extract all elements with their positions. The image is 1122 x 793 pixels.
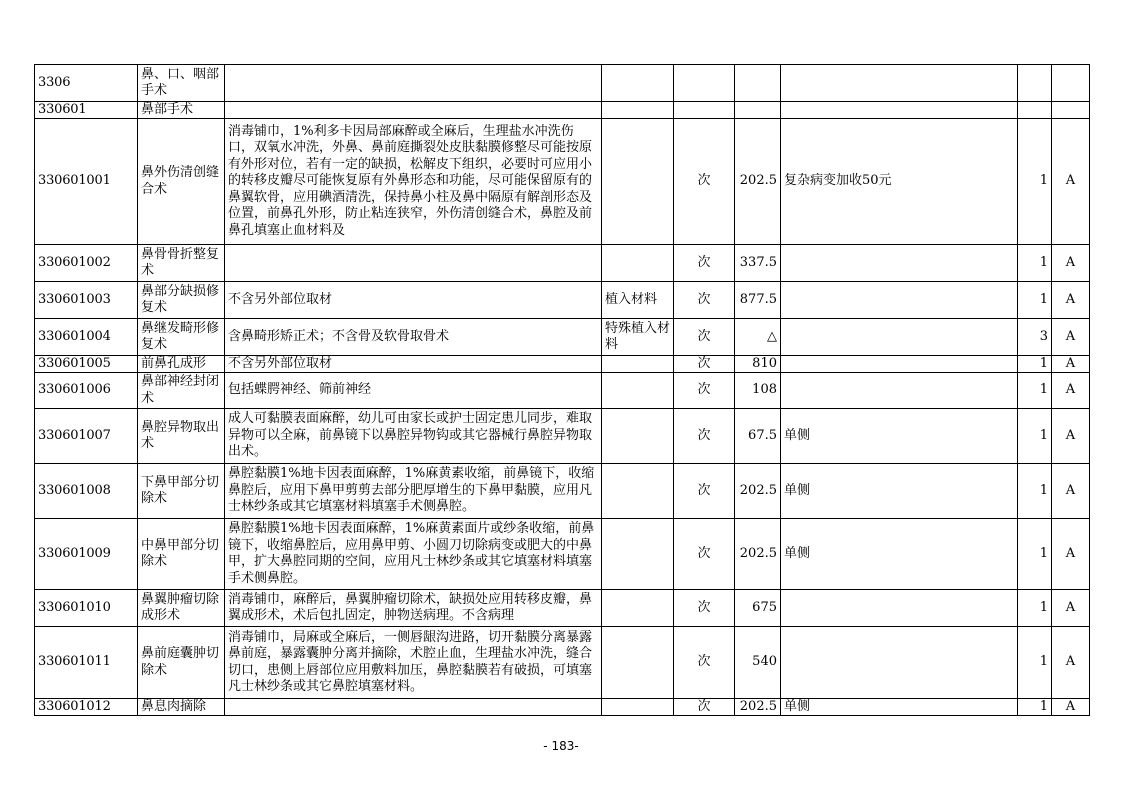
price-cell-text: 202.5 xyxy=(739,699,777,714)
item-content-cell xyxy=(225,409,602,464)
item-name-cell xyxy=(138,102,225,119)
class-cell-text: A xyxy=(1065,599,1076,615)
unit-cell xyxy=(674,65,735,102)
unit-cell xyxy=(674,119,735,245)
item-name-cell-text: 鼻翼肿瘤切除成形术 xyxy=(141,591,220,623)
class-cell-text: A xyxy=(1065,173,1076,189)
class-cell-text: A xyxy=(1065,254,1076,270)
item-name-cell xyxy=(138,282,225,319)
item-code-cell-text: 330601004 xyxy=(38,328,111,344)
notes-cell xyxy=(781,464,1018,519)
table-row xyxy=(35,65,1090,102)
table-row xyxy=(35,373,1090,409)
item-code-cell xyxy=(35,245,138,282)
item-content-cell-text: 含鼻畸形矫正术；不含骨及软骨取骨术 xyxy=(228,328,450,344)
unit-cell-text: 次 xyxy=(697,427,711,443)
item-code-cell-text: 330601005 xyxy=(38,356,111,371)
item-code-cell-text: 330601012 xyxy=(38,699,111,714)
notes-cell xyxy=(781,519,1018,590)
item-content-cell-text: 消毒铺巾，局麻或全麻后，一侧唇龈沟进路，切开黏膜分离暴露鼻前庭，暴露囊肿分离并摘除，术腔止血，生理盐水冲洗，缝合切口，患侧上唇部位应用敷料加压，鼻腔黏膜若有破损，可填塞凡士林纱条或其它鼻腔填塞材料。 xyxy=(228,629,593,694)
item-name-cell xyxy=(138,319,225,356)
excluded-content-cell xyxy=(602,319,674,356)
notes-cell-text: 单侧 xyxy=(784,699,811,714)
item-content-cell-text: 不含另外部位取材 xyxy=(228,291,333,307)
price-cell-text: 675 xyxy=(752,599,777,615)
class-cell xyxy=(1052,590,1090,627)
grade-cell-text: 1 xyxy=(1039,545,1048,561)
price-cell xyxy=(735,282,781,319)
item-content-cell xyxy=(225,590,602,627)
notes-cell-text: 复杂病变加收50元 xyxy=(784,173,892,189)
table-row xyxy=(35,464,1090,519)
item-name-cell xyxy=(138,119,225,245)
item-code-cell-text: 330601011 xyxy=(38,654,111,670)
item-content-cell xyxy=(225,373,602,409)
grade-cell xyxy=(1018,373,1052,409)
item-content-cell xyxy=(225,356,602,373)
grade-cell xyxy=(1018,590,1052,627)
excluded-content-cell xyxy=(602,119,674,245)
item-code-cell-text: 330601008 xyxy=(38,482,111,498)
item-name-cell xyxy=(138,373,225,409)
price-cell-text: 540 xyxy=(752,654,777,670)
grade-cell-text: 1 xyxy=(1039,699,1048,714)
unit-cell xyxy=(674,464,735,519)
excluded-content-cell xyxy=(602,699,674,716)
excluded-content-cell xyxy=(602,627,674,699)
notes-cell xyxy=(781,590,1018,627)
item-code-cell xyxy=(35,519,138,590)
excluded-content-cell xyxy=(602,356,674,373)
item-code-cell-text: 330601 xyxy=(38,102,87,117)
class-cell xyxy=(1052,373,1090,409)
class-cell-text: A xyxy=(1065,482,1076,498)
price-cell xyxy=(735,319,781,356)
class-cell-text: A xyxy=(1065,545,1076,561)
grade-cell xyxy=(1018,319,1052,356)
unit-cell-text: 次 xyxy=(697,699,711,714)
item-name-cell xyxy=(138,590,225,627)
item-name-cell-text: 鼻腔异物取出术 xyxy=(141,419,220,451)
notes-cell xyxy=(781,119,1018,245)
table-row xyxy=(35,627,1090,699)
notes-cell xyxy=(781,319,1018,356)
table-row xyxy=(35,590,1090,627)
item-name-cell-text: 下鼻甲部分切除术 xyxy=(141,474,220,506)
item-code-cell xyxy=(35,409,138,464)
grade-cell-text: 1 xyxy=(1039,654,1048,670)
unit-cell-text: 次 xyxy=(697,356,711,371)
item-name-cell-text: 鼻、口、咽部手术 xyxy=(141,66,220,98)
unit-cell xyxy=(674,102,735,119)
grade-cell-text: 3 xyxy=(1039,328,1048,344)
excluded-content-cell xyxy=(602,245,674,282)
price-cell xyxy=(735,356,781,373)
table-row xyxy=(35,519,1090,590)
price-cell-text: 202.5 xyxy=(739,173,777,189)
price-cell xyxy=(735,245,781,282)
grade-cell xyxy=(1018,102,1052,119)
item-name-cell-text: 前鼻孔成形 xyxy=(141,356,207,371)
notes-cell xyxy=(781,409,1018,464)
price-cell-text: 337.5 xyxy=(739,254,777,270)
price-cell-text: △ xyxy=(767,328,777,344)
excluded-content-cell xyxy=(602,519,674,590)
price-cell xyxy=(735,102,781,119)
notes-cell xyxy=(781,282,1018,319)
item-name-cell-text: 中鼻甲部分切除术 xyxy=(141,537,220,569)
excluded-content-cell xyxy=(602,65,674,102)
notes-cell xyxy=(781,356,1018,373)
table-row xyxy=(35,102,1090,119)
grade-cell xyxy=(1018,409,1052,464)
notes-cell xyxy=(781,699,1018,716)
unit-cell-text: 次 xyxy=(697,482,711,498)
item-content-cell-text: 鼻腔黏膜1%地卡因表面麻醉，1%麻黄素面片或纱条收缩，前鼻镜下，收缩鼻腔后，应用鼻甲剪、小圆刀切除病变或肥大的中鼻甲，扩大鼻腔同期的空间，应用凡士林纱条或其它填塞材料填塞手术侧鼻腔。 xyxy=(228,521,595,586)
item-content-cell-text: 消毒铺巾，麻醉后，鼻翼肿瘤切除术，缺损处应用转移皮瓣，鼻翼成形术，术后包扎固定，肿物送病理。不含病理 xyxy=(228,591,593,623)
unit-cell xyxy=(674,590,735,627)
item-code-cell-text: 330601009 xyxy=(38,545,111,561)
item-code-cell-text: 330601006 xyxy=(38,382,111,398)
grade-cell xyxy=(1018,627,1052,699)
unit-cell-text: 次 xyxy=(697,254,711,270)
item-name-cell-text: 鼻前庭囊肿切除术 xyxy=(141,646,220,678)
grade-cell xyxy=(1018,245,1052,282)
excluded-content-cell xyxy=(602,464,674,519)
price-cell xyxy=(735,65,781,102)
class-cell-text: A xyxy=(1065,328,1076,344)
class-cell-text: A xyxy=(1065,356,1076,371)
fee-table-body xyxy=(35,65,1090,716)
unit-cell xyxy=(674,627,735,699)
item-content-cell xyxy=(225,119,602,245)
class-cell xyxy=(1052,119,1090,245)
grade-cell xyxy=(1018,519,1052,590)
grade-cell-text: 1 xyxy=(1039,173,1048,189)
item-content-cell xyxy=(225,464,602,519)
grade-cell xyxy=(1018,282,1052,319)
notes-cell-text: 单侧 xyxy=(784,482,811,498)
item-name-cell xyxy=(138,409,225,464)
class-cell xyxy=(1052,65,1090,102)
item-content-cell xyxy=(225,65,602,102)
item-code-cell xyxy=(35,464,138,519)
notes-cell xyxy=(781,102,1018,119)
item-content-cell xyxy=(225,245,602,282)
item-name-cell-text: 鼻继发畸形修复术 xyxy=(141,320,220,352)
item-name-cell-text: 鼻外伤清创缝合术 xyxy=(141,165,220,197)
class-cell-text: A xyxy=(1065,427,1076,443)
item-content-cell xyxy=(225,627,602,699)
notes-cell xyxy=(781,245,1018,282)
unit-cell xyxy=(674,319,735,356)
class-cell xyxy=(1052,627,1090,699)
price-cell xyxy=(735,464,781,519)
item-content-cell-text: 消毒铺巾，1%利多卡因局部麻醉或全麻后，生理盐水冲洗伤口，双氧水冲洗，外鼻、鼻前庭撕裂处皮肤黏膜修整尽可能按原有外形对位，若有一定的缺损，松解皮下组织，必要时可应用小的转移皮瓣尽可能恢复原有外鼻形态和功能，尽可能保留原有的鼻翼软骨，应用碘酒清洗，保持鼻小柱及鼻中隔原有解剖形态及位置，前鼻孔外形，防止粘连狭窄，外伤清创缝合术，鼻腔及前鼻孔填塞止血材料及 xyxy=(228,123,593,238)
item-content-cell xyxy=(225,282,602,319)
unit-cell xyxy=(674,699,735,716)
item-name-cell xyxy=(138,699,225,716)
price-cell xyxy=(735,119,781,245)
table-row xyxy=(35,245,1090,282)
notes-cell xyxy=(781,627,1018,699)
excluded-content-cell xyxy=(602,590,674,627)
item-name-cell xyxy=(138,464,225,519)
price-cell-text: 810 xyxy=(752,356,777,371)
class-cell xyxy=(1052,464,1090,519)
class-cell xyxy=(1052,282,1090,319)
item-code-cell xyxy=(35,356,138,373)
item-name-cell xyxy=(138,65,225,102)
excluded-content-cell-text: 特殊植入材料 xyxy=(605,320,670,352)
notes-cell-text: 单侧 xyxy=(784,545,811,561)
grade-cell-text: 1 xyxy=(1039,482,1048,498)
grade-cell-text: 1 xyxy=(1039,599,1048,615)
item-name-cell xyxy=(138,245,225,282)
unit-cell-text: 次 xyxy=(697,328,711,344)
unit-cell xyxy=(674,409,735,464)
grade-cell xyxy=(1018,356,1052,373)
table-row xyxy=(35,699,1090,716)
table-row xyxy=(35,282,1090,319)
class-cell xyxy=(1052,245,1090,282)
unit-cell xyxy=(674,356,735,373)
item-content-cell xyxy=(225,319,602,356)
price-cell xyxy=(735,590,781,627)
item-content-cell-text: 不含另外部位取材 xyxy=(228,356,333,371)
item-code-cell xyxy=(35,102,138,119)
item-code-cell xyxy=(35,699,138,716)
item-code-cell-text: 3306 xyxy=(38,74,71,90)
unit-cell-text: 次 xyxy=(697,291,711,307)
grade-cell xyxy=(1018,65,1052,102)
item-name-cell-text: 鼻骨骨折整复术 xyxy=(141,246,220,278)
unit-cell-text: 次 xyxy=(697,545,711,561)
item-code-cell xyxy=(35,282,138,319)
item-content-cell xyxy=(225,699,602,716)
class-cell xyxy=(1052,319,1090,356)
item-code-cell-text: 330601003 xyxy=(38,291,111,307)
excluded-content-cell xyxy=(602,373,674,409)
notes-cell xyxy=(781,65,1018,102)
item-content-cell-text: 鼻腔黏膜1%地卡因表面麻醉，1%麻黄素收缩，前鼻镜下，收缩鼻腔后，应用下鼻甲剪剪去部分肥厚增生的下鼻甲黏膜，应用凡士林纱条或其它填塞材料填塞手术侧鼻腔。 xyxy=(228,466,595,515)
item-name-cell xyxy=(138,356,225,373)
excluded-content-cell xyxy=(602,102,674,119)
class-cell xyxy=(1052,409,1090,464)
fee-table xyxy=(34,64,1090,716)
unit-cell xyxy=(674,519,735,590)
item-name-cell-text: 鼻部手术 xyxy=(141,102,194,117)
price-cell-text: 202.5 xyxy=(739,545,777,561)
item-code-cell-text: 330601001 xyxy=(38,173,111,189)
price-cell xyxy=(735,409,781,464)
grade-cell xyxy=(1018,699,1052,716)
item-name-cell-text: 鼻部神经封闭术 xyxy=(141,374,220,406)
price-cell-text: 108 xyxy=(752,382,777,398)
unit-cell xyxy=(674,282,735,319)
table-row xyxy=(35,409,1090,464)
item-name-cell xyxy=(138,627,225,699)
price-cell-text: 202.5 xyxy=(739,482,777,498)
unit-cell-text: 次 xyxy=(697,599,711,615)
grade-cell-text: 1 xyxy=(1039,356,1048,371)
item-code-cell xyxy=(35,119,138,245)
price-cell-text: 877.5 xyxy=(739,291,777,307)
item-content-cell xyxy=(225,102,602,119)
unit-cell xyxy=(674,373,735,409)
class-cell xyxy=(1052,356,1090,373)
class-cell xyxy=(1052,699,1090,716)
item-code-cell-text: 330601010 xyxy=(38,599,111,615)
item-code-cell xyxy=(35,627,138,699)
grade-cell-text: 1 xyxy=(1039,427,1048,443)
item-name-cell-text: 鼻息肉摘除 xyxy=(141,699,207,714)
item-code-cell xyxy=(35,590,138,627)
price-cell xyxy=(735,373,781,409)
item-code-cell-text: 330601002 xyxy=(38,254,111,270)
unit-cell-text: 次 xyxy=(697,173,711,189)
price-cell xyxy=(735,519,781,590)
item-content-cell-text: 成人可黏膜表面麻醉，幼儿可由家长或护士固定患儿同步，难取异物可以全麻，前鼻镜下以鼻腔异物钩或其它器械行鼻腔异物取出术。 xyxy=(228,411,593,460)
excluded-content-cell xyxy=(602,409,674,464)
item-name-cell-text: 鼻部分缺损修复术 xyxy=(141,283,220,315)
unit-cell xyxy=(674,245,735,282)
class-cell-text: A xyxy=(1065,654,1076,670)
item-code-cell xyxy=(35,65,138,102)
class-cell-text: A xyxy=(1065,382,1076,398)
page-number: - 183- xyxy=(543,739,579,753)
class-cell-text: A xyxy=(1065,699,1076,714)
item-content-cell xyxy=(225,519,602,590)
class-cell-text: A xyxy=(1065,291,1076,307)
item-name-cell xyxy=(138,519,225,590)
unit-cell-text: 次 xyxy=(697,654,711,670)
grade-cell-text: 1 xyxy=(1039,254,1048,270)
table-row xyxy=(35,356,1090,373)
class-cell xyxy=(1052,519,1090,590)
item-code-cell xyxy=(35,373,138,409)
grade-cell xyxy=(1018,464,1052,519)
item-code-cell xyxy=(35,319,138,356)
price-cell xyxy=(735,627,781,699)
grade-cell-text: 1 xyxy=(1039,382,1048,398)
excluded-content-cell-text: 植入材料 xyxy=(605,291,658,307)
item-code-cell-text: 330601007 xyxy=(38,427,111,443)
grade-cell xyxy=(1018,119,1052,245)
price-cell xyxy=(735,699,781,716)
table-row xyxy=(35,319,1090,356)
excluded-content-cell xyxy=(602,282,674,319)
table-row xyxy=(35,119,1090,245)
notes-cell xyxy=(781,373,1018,409)
unit-cell-text: 次 xyxy=(697,382,711,398)
price-cell-text: 67.5 xyxy=(748,427,777,443)
notes-cell-text: 单侧 xyxy=(784,427,811,443)
class-cell xyxy=(1052,102,1090,119)
grade-cell-text: 1 xyxy=(1039,291,1048,307)
item-content-cell-text: 包括蝶腭神经、筛前神经 xyxy=(228,382,372,398)
